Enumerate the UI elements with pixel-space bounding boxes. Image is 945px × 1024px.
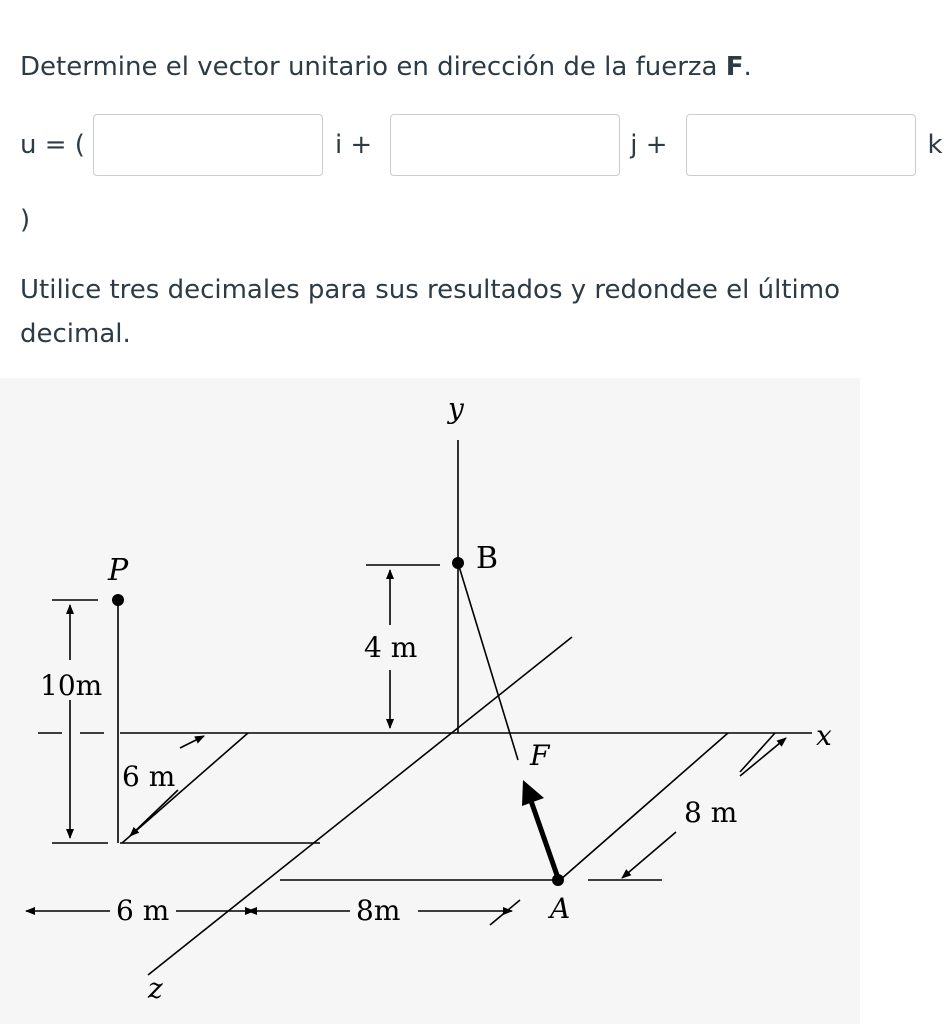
closing-parenthesis: ) [20,205,31,235]
dim-10m-label: 10m [40,669,103,702]
i-separator: i + [334,130,373,160]
dim-6m-lower-label: 6 m [116,894,170,927]
dim-8m-right-label: 8 m [684,796,738,829]
point-a-dot [552,874,564,886]
figure-background [0,378,860,1024]
point-b-label: B [476,541,499,576]
dim-8m-lower-label: 8m [356,894,401,927]
question-text [20,52,752,82]
i-component-input[interactable] [93,114,323,176]
dim-6m-upper-label: 6 m [122,760,176,793]
point-a-label: A [550,892,571,925]
y-axis-label: y [448,392,464,425]
z-axis-label: z [148,972,163,1005]
question-period: . [743,52,752,82]
point-p-dot [112,594,124,606]
equation-prefix: u = ( [20,130,85,160]
question-body: Determine el vector unitario en dirección de la fuerza [20,52,726,82]
unit-vector-equation [20,112,943,178]
k-label: k [927,130,943,160]
dim-4m-label: 4 m [364,631,418,664]
j-separator: j + [630,130,668,160]
force-diagram [0,378,860,1024]
k-component-input[interactable] [686,114,916,176]
force-symbol: F [725,52,744,82]
point-b-dot [452,557,464,569]
point-p-label: P [108,553,129,588]
force-label: F [530,739,550,772]
x-axis-label: x [816,719,832,752]
j-component-input[interactable] [390,114,620,176]
instruction-text: Utilice tres decimales para sus resultados y redondee el último decimal. [20,275,841,349]
